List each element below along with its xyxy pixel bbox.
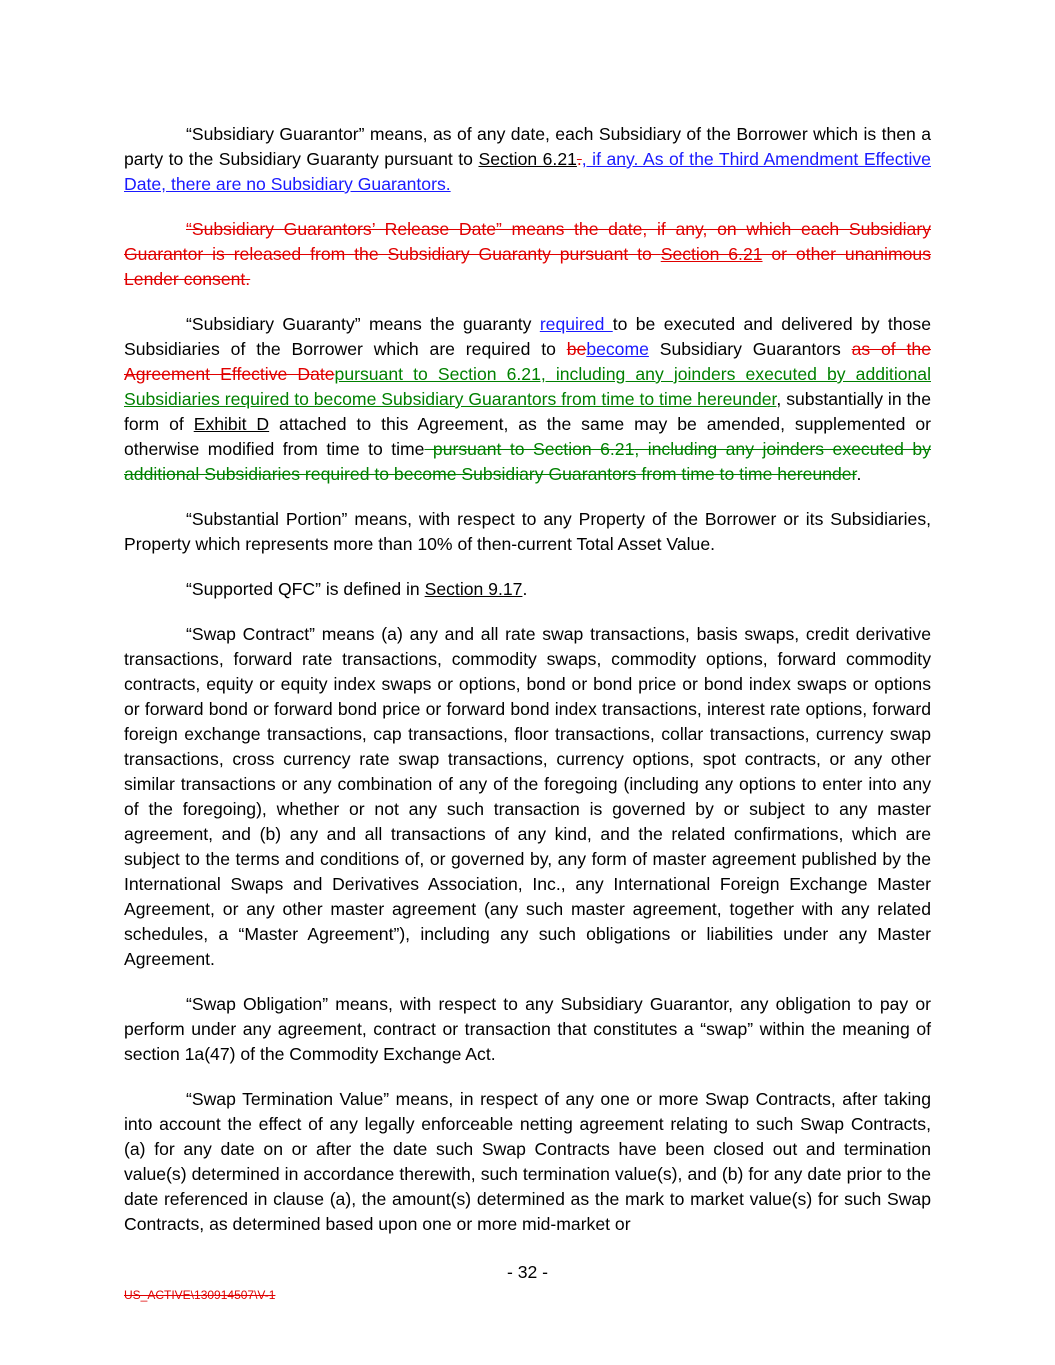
- definition-subsidiary-guaranty: “Subsidiary Guaranty” means the guaranty required to be executed and delivered by those Subsidiaries of the Borrower which are required to bebecome Subsidiary Guarantors as of the Agreement Effective Datepursuant to Section 6.21, including any joinders executed by additional Subsidiaries required to become Subsidiary Guarantors from time to time hereunder, substantially in the form of Exhibit D attached to this Agreement, as the same may be amended, supplemented or otherwise modified from time to time pursuant to Section 6.21, including any joinders executed by additional Subsidiaries required to become Subsidiary Guarantors from time to time hereunder.: [124, 314, 931, 484]
- deleted-text: as of the Agreement Effective Date: [124, 339, 931, 384]
- deleted-text: be: [566, 339, 587, 359]
- section-reference: Section 6.21: [660, 244, 763, 264]
- exhibit-reference: Exhibit D: [193, 414, 270, 434]
- deleted-text: .: [576, 149, 582, 169]
- definition-swap-termination-value: “Swap Termination Value” means, in respect of any one or more Swap Contracts, after taking into account the effect of any legally enforceable netting agreement relating to such Swap Contracts, (a) for any date on or after the date such Swap Contracts have been closed out and termination value(s) determined in accordance therewith, such termination value(s), and (b) for any date prior to the date referenced in clause (a), the amount(s) determined as the mark to market value(s) for such Swap Contracts, as determined based upon one or more mid-market or: [124, 1089, 931, 1234]
- definition-subsidiary-guarantor: “Subsidiary Guarantor” means, as of any date, each Subsidiary of the Borrower which is then a party to the Subsidiary Guaranty pursuant to Section 6.21., if any. As of the Third Amendment Effective Date, there are no Subsidiary Guarantors.: [124, 124, 931, 194]
- definition-substantial-portion: “Substantial Portion” means, with respect to any Property of the Borrower or its Subsidiaries, Property which represents more than 10% of then-current Total Asset Value.: [124, 509, 931, 554]
- inserted-text: become: [586, 339, 649, 359]
- document-page: [124, 122, 931, 1257]
- definition-swap-obligation: “Swap Obligation” means, with respect to any Subsidiary Guarantor, any obligation to pay or perform under any agreement, contract or transaction that constitutes a “swap” within the meaning of section 1a(47) of the Commodity Exchange Act.: [124, 994, 931, 1064]
- definition-release-date-deleted: “Subsidiary Guarantors’ Release Date” means the date, if any, on which each Subsidiary Guarantor is released from the Subsidiary Guaranty pursuant to Section 6.21 or other unanimous Lender consent.: [124, 219, 931, 289]
- moved-from-text: pursuant to: [424, 439, 533, 459]
- moved-from-section-reference: Section 6.21: [532, 439, 635, 459]
- page-number: - 32 -: [506, 1262, 549, 1282]
- section-reference: Section 9.17: [424, 579, 523, 599]
- section-reference: Section 6.21: [478, 149, 577, 169]
- inserted-text: required: [539, 314, 613, 334]
- document-id: US_ACTIVE\130914507\V-1: [124, 1288, 276, 1302]
- moved-from-text: , including any joinders executed by additional Subsidiaries required to become Subsidiary Guarantors from time to time hereunder: [124, 439, 931, 484]
- moved-to-text: pursuant to Section 6.21, including any joinders executed by additional Subsidiaries required to become Subsidiary Guarantors from time to time hereunder: [124, 364, 931, 409]
- inserted-text: , if any. As of the Third Amendment Effective Date, there are no Subsidiary Guarantors.: [124, 149, 931, 194]
- definition-supported-qfc: “Supported QFC” is defined in Section 9.17.: [186, 579, 528, 599]
- definition-swap-contract: “Swap Contract” means (a) any and all rate swap transactions, basis swaps, credit derivative transactions, forward rate transactions, commodity swaps, commodity options, forward commodity contracts, equity or equity index swaps or options, bond or bond price or bond index swaps or options or forward bond or forward bond price or forward bond index transactions, interest rate options, forward foreign exchange transactions, cap transactions, floor transactions, collar transactions, currency swap transactions, cross currency rate swap transactions, currency options, spot contracts, or any other similar transactions or any combination of any of the foregoing (including any options to enter into any of the foregoing), whether or not any such transaction is governed by or subject to any master agreement, and (b) any and all transactions of any kind, and the related confirmations, which are subject to the terms and conditions of, or governed by, any form of master agreement published by the International Swaps and Derivatives Association, Inc., any International Foreign Exchange Master Agreement, or any other master agreement (any such master agreement, together with any related schedules, a “Master Agreement”), including any such obligations or liabilities under any Master Agreement.: [124, 624, 931, 969]
